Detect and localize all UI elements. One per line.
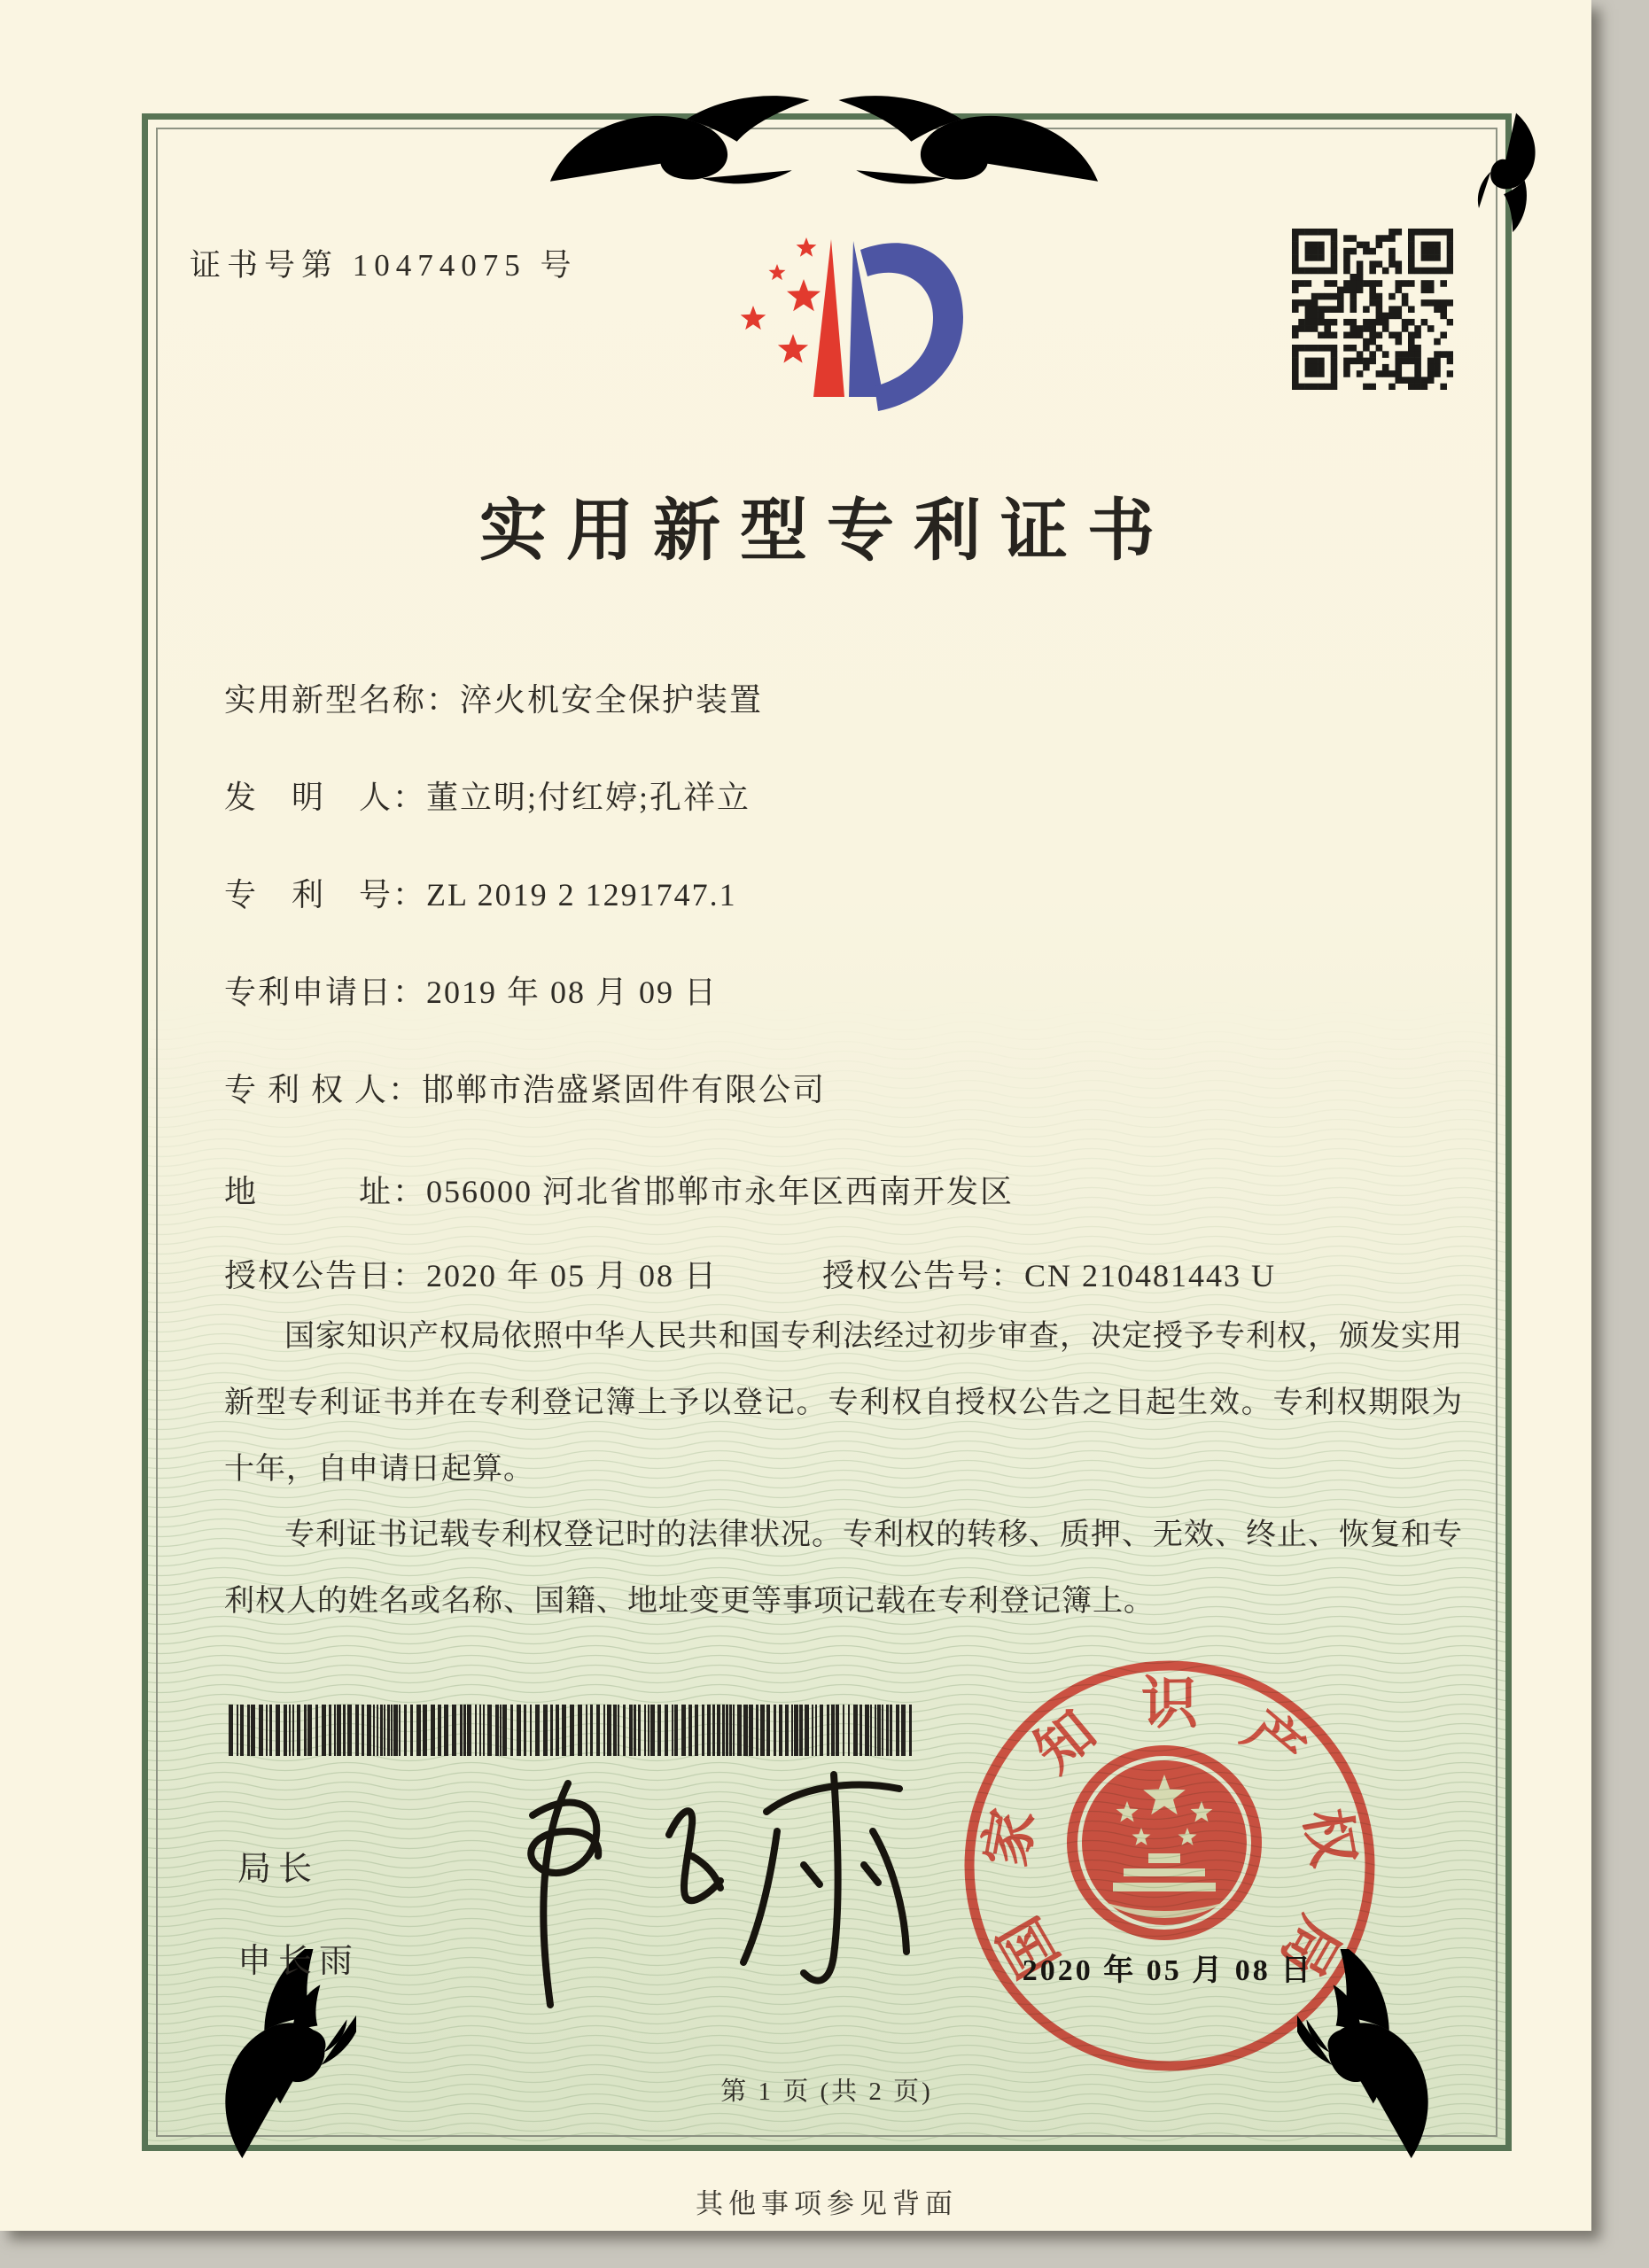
certificate-number: 证书号第 10474075 号 bbox=[190, 248, 578, 283]
svg-text:家: 家 bbox=[974, 1804, 1046, 1871]
field-value: 2020 年 05 月 08 日 bbox=[426, 1258, 719, 1293]
official-seal bbox=[959, 1655, 1381, 2077]
field-value: ZL 2019 2 1291747.1 bbox=[426, 877, 737, 913]
legal-paragraph-1: 国家知识产权局依照中华人民共和国专利法经过初步审查，决定授予专利权，颁发实用新型专利证书并在专利登记簿上予以登记。专利权自授权公告之日起生效。专利权期限为十年，自申请日起算。 bbox=[224, 1320, 1463, 1486]
legal-paragraph-2: 专利证书记载专利权登记时的法律状况。专利权的转移、质押、无效、终止、恢复和专利权人的姓名或名称、国籍、地址变更等事项记载在专利登记簿上。 bbox=[224, 1518, 1463, 1619]
svg-text:国: 国 bbox=[987, 1907, 1071, 1987]
field-label: 发 明 人： bbox=[224, 780, 427, 815]
field-value: 淬火机安全保护装置 bbox=[460, 682, 764, 718]
field-label: 授权公告号： bbox=[822, 1258, 1025, 1293]
top-center-flourish-ornament bbox=[530, 64, 1118, 204]
field-value: 邯郸市浩盛紧固件有限公司 bbox=[422, 1072, 827, 1107]
svg-text:产: 产 bbox=[1232, 1699, 1316, 1784]
svg-text:知: 知 bbox=[1023, 1699, 1108, 1784]
barcode bbox=[229, 1705, 918, 1756]
field-value: 董立明;付红婷;孔祥立 bbox=[426, 780, 751, 815]
field-patent-number bbox=[224, 870, 737, 915]
bottom-left-corner-ornament bbox=[126, 1949, 356, 2179]
field-label: 专利申请日： bbox=[224, 975, 427, 1010]
svg-text:识: 识 bbox=[1141, 1672, 1198, 1736]
cnipa-logo-icon bbox=[704, 213, 970, 425]
field-value: 056000 河北省邯郸市永年区西南开发区 bbox=[426, 1174, 1015, 1209]
svg-text:局: 局 bbox=[1268, 1907, 1352, 1987]
top-right-corner-ornament bbox=[1435, 82, 1586, 232]
commissioner-title: 局长 bbox=[237, 1851, 320, 1888]
field-inventors bbox=[224, 773, 751, 818]
seal-date: 2020 年 05 月 08 日 bbox=[1022, 1954, 1314, 1987]
qr-code bbox=[1292, 229, 1453, 390]
field-label: 专 利 权 人： bbox=[224, 1072, 423, 1107]
field-filing-date bbox=[224, 967, 718, 1013]
field-utility-model-name bbox=[224, 675, 763, 720]
legal-text bbox=[224, 1304, 1463, 1635]
svg-text:权: 权 bbox=[1293, 1804, 1365, 1871]
commissioner-signature bbox=[483, 1750, 944, 2033]
field-value: 2019 年 08 月 09 日 bbox=[426, 975, 719, 1010]
field-label: 授权公告日： bbox=[224, 1258, 427, 1293]
field-address bbox=[224, 1167, 1014, 1212]
page-number: 第 1 页 (共 2 页) bbox=[720, 2078, 933, 2106]
certificate-title: 实用新型专利证书 bbox=[479, 494, 1174, 569]
field-label: 地 址： bbox=[224, 1174, 427, 1209]
field-patentee bbox=[224, 1065, 826, 1110]
field-label: 实用新型名称： bbox=[224, 682, 461, 718]
field-label: 专 利 号： bbox=[224, 877, 427, 913]
back-side-note: 其他事项参见背面 bbox=[696, 2188, 958, 2219]
commissioner-name: 申长雨 bbox=[237, 1943, 361, 1980]
field-value: CN 210481443 U bbox=[1024, 1258, 1277, 1293]
field-grant-publication bbox=[224, 1251, 1276, 1296]
